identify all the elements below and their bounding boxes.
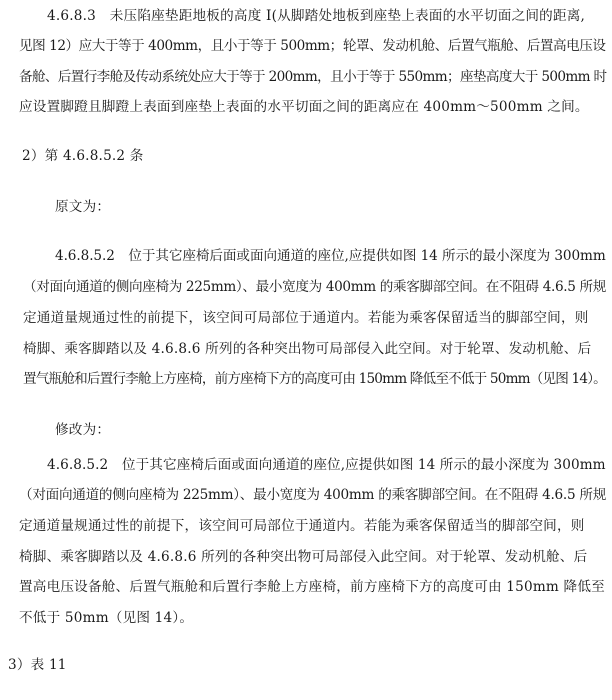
text-line: 4.6.8.3 未压陷座垫距地板的高度 I(从脚踏处地板到座垫上表面的水平切面之间的距离, bbox=[47, 8, 586, 24]
text-line: 椅脚、乘客脚踏以及 4.6.8.6 所列的各种突出物可局部侵入此空间。对于轮罩、发动机舱、后 bbox=[19, 549, 588, 565]
item-2-heading: 2）第 4.6.8.5.2 条 bbox=[22, 148, 144, 164]
text-line: （对面向通道的侧向座椅为 225mm）、最小宽度为 400mm 的乘客脚部空间。在不阻碍 4.6.5 所规 bbox=[19, 487, 607, 503]
original-label: 原文为： bbox=[55, 199, 111, 215]
item-3-heading: 3）表 11 bbox=[8, 657, 67, 673]
text-line: 应设置脚蹬且脚蹬上表面到座垫上表面的水平切面之间的距离应在 400mm～500mm 之间。 bbox=[19, 99, 589, 115]
text-line: 置气瓶舱和后置行李舱上方座椅，前方座椅下方的高度可由 150mm 降低至不低于 50mm（见图 14）。 bbox=[23, 371, 606, 387]
text-line: 备舱、后置行李舱及传动系统处应大于等于 200mm，且小于等于 550mm；座垫高度大于 500mm 时 bbox=[19, 69, 607, 85]
text-line: 4.6.8.5.2 位于其它座椅后面或面向通道的座位,应提供如图 14 所示的最小深度为 300mm bbox=[47, 457, 606, 473]
text-line: 见图 12）应大于等于 400mm，且小于等于 500mm；轮罩、发动机舱、后置气瓶舱、后置高电压设 bbox=[19, 38, 606, 54]
text-line: 定通道量规通过性的前提下，该空间可局部位于通道内。若能为乘客保留适当的脚部空间，则 bbox=[23, 310, 589, 326]
text-line: （对面向通道的侧向座椅为 225mm）、最小宽度为 400mm 的乘客脚部空间。在不阻碍 4.6.5 所规 bbox=[23, 279, 607, 295]
modified-label: 修改为： bbox=[55, 422, 111, 438]
text-line: 不低于 50mm（见图 14）。 bbox=[19, 610, 194, 626]
text-line: 置高电压设备舱、后置气瓶舱和后置行李舱上方座椅，前方座椅下方的高度可由 150mm 降低至 bbox=[19, 579, 605, 595]
text-line: 定通道量规通过性的前提下，该空间可局部位于通道内。若能为乘客保留适当的脚部空间，则 bbox=[19, 518, 585, 534]
text-line: 4.6.8.5.2 位于其它座椅后面或面向通道的座位,应提供如图 14 所示的最小深度为 300mm bbox=[55, 248, 606, 264]
text-line: 椅脚、乘客脚踏以及 4.6.8.6 所列的各种突出物可局部侵入此空间。对于轮罩、发动机舱、后 bbox=[23, 341, 592, 357]
